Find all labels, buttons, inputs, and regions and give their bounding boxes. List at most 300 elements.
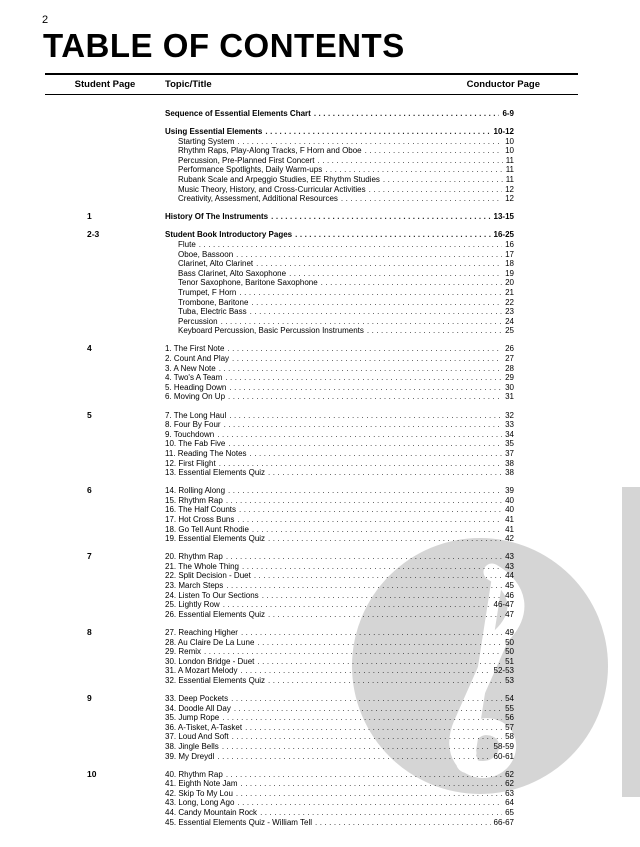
toc-entry	[165, 571, 514, 581]
dot-leader	[265, 127, 490, 137]
conductor-page-number: 50	[505, 637, 514, 647]
toc-entry	[165, 326, 514, 336]
toc-entry	[165, 127, 514, 137]
conductor-page-number: 62	[505, 769, 514, 779]
dot-leader	[236, 789, 502, 799]
entry-title: 15. Rhythm Rap	[165, 495, 223, 505]
entry-title: 29. Remix	[165, 647, 202, 657]
entry-title: 4. Two's A Team	[165, 373, 223, 383]
toc-entry	[165, 798, 514, 808]
toc-entries	[165, 127, 514, 204]
entry-title: 7. The Long Haul	[165, 410, 227, 420]
dot-leader	[268, 534, 502, 544]
entry-title: Student Book Introductory Pages	[165, 230, 293, 240]
conductor-page-number: 28	[505, 363, 514, 373]
toc-entry	[165, 392, 514, 402]
dot-leader	[383, 175, 503, 185]
dot-leader	[251, 298, 502, 308]
entry-title: Rubank Scale and Arpeggio Studies, EE Rhythm Studies	[178, 175, 380, 185]
entry-title: Using Essential Elements	[165, 127, 263, 137]
watermark-tab	[622, 487, 640, 797]
student-page-number: 5	[87, 409, 92, 420]
entry-title: 41. Eighth Note Jam	[165, 779, 238, 789]
conductor-page-number: 20	[505, 278, 514, 288]
entry-title: Performance Spotlights, Daily Warm-ups	[178, 165, 323, 175]
entry-title: 17. Hot Cross Buns	[165, 514, 235, 524]
conductor-page-number: 21	[505, 288, 514, 297]
dot-leader	[226, 496, 502, 506]
entry-title: Tuba, Electric Bass	[178, 307, 247, 317]
toc-entry	[165, 269, 514, 279]
dot-leader	[232, 732, 502, 742]
entry-title: 31. A Mozart Melody	[165, 666, 238, 676]
dot-leader	[229, 411, 502, 421]
entry-title: 9. Touchdown	[165, 429, 215, 439]
toc-group	[45, 411, 578, 478]
conductor-page-number: 27	[505, 354, 514, 364]
entry-title: 22. Split Decision - Duet	[165, 571, 251, 581]
student-page-number: 4	[87, 343, 92, 354]
entry-title: 21. The Whole Thing	[165, 561, 239, 571]
dot-leader	[217, 430, 502, 440]
toc-entry	[165, 534, 514, 544]
conductor-page-number: 63	[505, 788, 514, 798]
conductor-page-number: 47	[505, 609, 514, 619]
conductor-page-number: 65	[505, 808, 514, 817]
conductor-page-number: 19	[505, 268, 514, 278]
dot-leader	[228, 392, 502, 402]
entry-title: 18. Go Tell Aunt Rhodie	[165, 524, 249, 534]
toc-group	[45, 344, 578, 402]
toc-entry	[165, 591, 514, 601]
toc-entry	[165, 562, 514, 572]
conductor-page-number: 35	[505, 439, 514, 449]
dot-leader	[228, 439, 502, 449]
conductor-page-number: 56	[505, 713, 514, 723]
conductor-page-number: 40	[505, 505, 514, 515]
toc-entry	[165, 742, 514, 752]
dot-leader	[257, 657, 502, 667]
entry-title: Keyboard Percussion, Basic Percussion Instruments	[178, 326, 364, 336]
entry-title: 20. Rhythm Rap	[165, 552, 223, 562]
entry-title: 37. Loud And Soft	[165, 732, 229, 742]
entry-title: Percussion	[178, 316, 218, 326]
conductor-page-number: 41	[505, 514, 514, 524]
dot-leader	[241, 628, 502, 638]
entry-title: 23. March Steps	[165, 581, 224, 591]
toc-entry	[165, 610, 514, 620]
toc-entries	[165, 230, 514, 336]
student-page-number: 2-3	[87, 229, 100, 240]
entry-title: 16. The Half Counts	[165, 505, 237, 515]
conductor-page-number: 51	[505, 656, 514, 666]
entry-title: 45. Essential Elements Quiz - William Tell	[165, 817, 313, 827]
dot-leader	[199, 240, 502, 250]
conductor-page-number: 11	[505, 165, 514, 175]
entry-title: 38. Jingle Bells	[165, 741, 219, 751]
dot-leader	[225, 373, 502, 383]
dot-leader	[237, 137, 502, 147]
conductor-page-number: 60-61	[493, 751, 514, 761]
toc-entry	[165, 344, 514, 354]
conductor-page-number: 53	[505, 675, 514, 685]
entry-title: 6. Moving On Up	[165, 392, 226, 402]
dot-leader	[268, 468, 502, 478]
dot-leader	[228, 486, 502, 496]
conductor-page-number: 29	[505, 373, 514, 383]
conductor-page-number: 34	[505, 429, 514, 439]
toc-group	[45, 212, 578, 222]
entry-title: 1. The First Note	[165, 344, 225, 354]
toc-entry	[165, 459, 514, 469]
conductor-page-number: 12	[505, 194, 514, 204]
dot-leader	[219, 459, 502, 469]
entry-title: 11. Reading The Notes	[165, 448, 247, 458]
toc-group	[45, 770, 578, 828]
dot-leader	[239, 505, 502, 515]
toc-entry	[165, 420, 514, 430]
toc-content	[45, 73, 578, 827]
entry-title: 27. Reaching Higher	[165, 627, 238, 637]
toc-entry	[165, 439, 514, 449]
dot-leader	[268, 676, 502, 686]
toc-entry	[165, 307, 514, 317]
toc-entry	[165, 156, 514, 166]
entry-title: 34. Doodle All Day	[165, 703, 231, 713]
student-page-number: 8	[87, 626, 92, 637]
entry-title: Flute	[178, 240, 196, 250]
dot-leader	[234, 704, 502, 714]
dot-leader	[239, 288, 502, 298]
conductor-page-number: 50	[505, 647, 514, 657]
toc-entry	[165, 789, 514, 799]
conductor-page-number: 40	[505, 495, 514, 505]
dot-leader	[341, 194, 502, 204]
conductor-page-number: 58	[505, 732, 514, 742]
toc-entries	[165, 628, 514, 686]
toc-entry	[165, 373, 514, 383]
toc-group	[45, 628, 578, 686]
toc-entry	[165, 704, 514, 714]
dot-leader	[229, 383, 502, 393]
dot-leader	[315, 818, 491, 828]
toc-entry	[165, 818, 514, 828]
conductor-page-number: 58-59	[493, 741, 514, 751]
conductor-page-number: 45	[505, 581, 514, 591]
entry-title: 2. Count And Play	[165, 354, 230, 364]
toc-entry	[165, 165, 514, 175]
toc-entry	[165, 175, 514, 185]
conductor-page-number: 32	[505, 410, 514, 420]
toc-column-header	[45, 73, 578, 95]
entry-title: 26. Essential Elements Quiz	[165, 609, 266, 619]
toc-group	[45, 486, 578, 544]
toc-entry	[165, 194, 514, 204]
dot-leader	[232, 354, 502, 364]
conductor-page-number: 10	[505, 146, 514, 156]
dot-leader	[260, 808, 502, 818]
conductor-page-number: 24	[505, 316, 514, 326]
dot-leader	[217, 752, 490, 762]
conductor-page-number: 49	[505, 627, 514, 637]
dot-leader	[226, 552, 502, 562]
conductor-page-number: 11	[505, 175, 514, 185]
dot-leader	[236, 250, 502, 260]
conductor-page-number: 18	[505, 259, 514, 269]
toc-entry	[165, 770, 514, 780]
dot-leader	[369, 185, 502, 195]
entry-title: Tenor Saxophone, Baritone Saxophone	[178, 278, 318, 288]
toc-entry	[165, 628, 514, 638]
toc-entry	[165, 212, 514, 222]
conductor-page-number: 37	[505, 448, 514, 458]
toc-entry	[165, 732, 514, 742]
toc-entry	[165, 449, 514, 459]
toc-entry	[165, 808, 514, 818]
conductor-page-number: 46	[505, 590, 514, 600]
conductor-page-number: 16	[505, 240, 514, 250]
toc-group	[45, 694, 578, 761]
entry-title: Creativity, Assessment, Additional Resources	[178, 194, 338, 204]
entry-title: Starting System	[178, 136, 235, 146]
dot-leader	[224, 420, 503, 430]
conductor-page-number: 30	[505, 382, 514, 392]
dot-leader	[321, 278, 502, 288]
dot-leader	[226, 581, 502, 591]
entry-title: Music Theory, History, and Cross-Curricular Activities	[178, 184, 366, 194]
dot-leader	[254, 571, 502, 581]
conductor-page-number: 42	[505, 534, 514, 544]
column-label-topic-title: Topic/Title	[165, 79, 212, 90]
entry-title: 40. Rhythm Rap	[165, 769, 223, 779]
conductor-page-number: 64	[505, 798, 514, 808]
conductor-page-number: 13-15	[493, 212, 514, 222]
toc-entries	[165, 212, 514, 222]
dot-leader	[367, 326, 502, 336]
entry-title: Bass Clarinet, Alto Saxophone	[178, 268, 287, 278]
toc-entry	[165, 647, 514, 657]
dot-leader	[237, 515, 502, 525]
entry-title: 42. Skip To My Lou	[165, 788, 233, 798]
conductor-page-number: 52-53	[493, 666, 514, 676]
conductor-page-number: 22	[505, 297, 514, 307]
entry-title: 19. Essential Elements Quiz	[165, 534, 266, 544]
toc-entry	[165, 185, 514, 195]
dot-leader	[223, 600, 491, 610]
toc-entry	[165, 515, 514, 525]
toc-group	[45, 230, 578, 336]
dot-leader	[262, 591, 502, 601]
toc-entries	[165, 109, 514, 119]
dot-leader	[227, 344, 502, 354]
toc-entry	[165, 259, 514, 269]
toc-entry	[165, 137, 514, 147]
entry-title: 32. Essential Elements Quiz	[165, 675, 266, 685]
entry-title: 25. Lightly Row	[165, 600, 220, 610]
dot-leader	[295, 230, 490, 240]
toc-entry	[165, 146, 514, 156]
dot-leader	[245, 723, 502, 733]
entry-title: 8. Four By Four	[165, 420, 221, 430]
page-folio-number: 2	[42, 14, 49, 26]
entry-title: 35. Jump Rope	[165, 713, 220, 723]
toc-entry	[165, 288, 514, 298]
student-page-number	[45, 109, 165, 119]
toc-entry	[165, 230, 514, 240]
toc-entry	[165, 364, 514, 374]
toc-entry	[165, 581, 514, 591]
conductor-page-number: 38	[505, 468, 514, 478]
conductor-page-number: 38	[505, 458, 514, 468]
toc-entry	[165, 723, 514, 733]
toc-entry	[165, 600, 514, 610]
student-page-number: 10	[87, 768, 97, 779]
conductor-page-number: 43	[505, 552, 514, 562]
conductor-page-number: 6-9	[502, 109, 514, 118]
student-page-number: 6	[87, 485, 92, 496]
entry-title: 30. London Bridge - Duet	[165, 656, 255, 666]
toc-entry	[165, 525, 514, 535]
entry-title: 28. Au Claire De La Lune	[165, 637, 255, 647]
toc-entry	[165, 354, 514, 364]
entry-title: 14. Rolling Along	[165, 486, 226, 496]
toc-group	[45, 552, 578, 619]
toc-entry	[165, 505, 514, 515]
entry-title: 5. Heading Down	[165, 382, 227, 392]
toc-entries	[165, 694, 514, 761]
conductor-page-number: 25	[505, 326, 514, 336]
conductor-page-number: 16-25	[493, 230, 514, 240]
conductor-page-number: 39	[505, 486, 514, 496]
entry-title: Clarinet, Alto Clarinet	[178, 259, 254, 269]
toc-entries	[165, 344, 514, 402]
toc-entry	[165, 496, 514, 506]
dot-leader	[365, 146, 502, 156]
conductor-page-number: 31	[505, 392, 514, 402]
conductor-page-number: 26	[505, 344, 514, 354]
entry-title: Sequence of Essential Elements Chart	[165, 109, 311, 118]
student-page-number	[45, 127, 165, 204]
toc-entry	[165, 779, 514, 789]
entry-title: 36. A-Tisket, A-Tasket	[165, 722, 243, 732]
toc-group	[45, 109, 578, 119]
dot-leader	[231, 694, 502, 704]
conductor-page-number: 10	[505, 136, 514, 146]
dot-leader	[289, 269, 502, 279]
student-page-number: 7	[87, 551, 92, 562]
page-title: TABLE OF CONTENTS	[43, 27, 405, 64]
toc-entry	[165, 250, 514, 260]
dot-leader	[250, 449, 503, 459]
toc-entry	[165, 240, 514, 250]
dot-leader	[256, 259, 502, 269]
dot-leader	[314, 109, 500, 119]
toc-entries	[165, 411, 514, 478]
conductor-page-number: 44	[505, 571, 514, 581]
toc-entry	[165, 411, 514, 421]
student-page-number: 9	[87, 692, 92, 703]
entry-title: 44. Candy Mountain Rock	[165, 808, 258, 817]
conductor-page-number: 43	[505, 561, 514, 571]
toc-entries	[165, 486, 514, 544]
toc-entry	[165, 752, 514, 762]
dot-leader	[325, 165, 502, 175]
entry-title: 10. The Fab Five	[165, 439, 226, 449]
toc-entries	[165, 552, 514, 619]
dot-leader	[240, 779, 502, 789]
dot-leader	[222, 742, 491, 752]
conductor-page-number: 46-47	[493, 600, 514, 610]
toc-entry	[165, 486, 514, 496]
dot-leader	[221, 317, 503, 327]
conductor-page-number: 12	[505, 184, 514, 194]
toc-entry	[165, 638, 514, 648]
toc-entry	[165, 552, 514, 562]
entry-title: Percussion, Pre-Planned First Concert	[178, 155, 315, 165]
toc-entry	[165, 109, 514, 119]
entry-title: 12. First Flight	[165, 458, 216, 468]
toc-entry	[165, 298, 514, 308]
conductor-page-number: 11	[505, 155, 514, 165]
toc-entries	[165, 770, 514, 828]
column-label-student-page: Student Page	[74, 79, 136, 90]
toc-entry	[165, 383, 514, 393]
student-page-number: 1	[87, 211, 92, 222]
conductor-page-number: 10-12	[493, 127, 514, 137]
dot-leader	[252, 525, 502, 535]
conductor-page-number: 23	[505, 307, 514, 317]
conductor-page-number: 57	[505, 722, 514, 732]
entry-title: 24. Listen To Our Sections	[165, 590, 259, 600]
conductor-page-number: 55	[505, 703, 514, 713]
dot-leader	[204, 647, 502, 657]
toc-entry	[165, 713, 514, 723]
dot-leader	[226, 770, 502, 780]
entry-title: Trumpet, F Horn	[178, 288, 237, 297]
entry-title: Trombone, Baritone	[178, 297, 249, 307]
entry-title: History Of The Instruments	[165, 212, 269, 222]
dot-leader	[242, 562, 502, 572]
conductor-page-number: 54	[505, 693, 514, 703]
conductor-page-number: 66-67	[493, 817, 514, 827]
entry-title: 13. Essential Elements Quiz	[165, 468, 266, 478]
dot-leader	[222, 713, 502, 723]
dot-leader	[219, 364, 502, 374]
dot-leader	[237, 798, 502, 808]
toc-entry	[165, 468, 514, 478]
entry-title: Rhythm Raps, Play-Along Tracks, F Horn and Oboe	[178, 146, 362, 156]
dot-leader	[318, 156, 503, 166]
toc-entry	[165, 666, 514, 676]
entry-title: 43. Long, Long Ago	[165, 798, 235, 808]
dot-leader	[257, 638, 502, 648]
dot-leader	[271, 212, 490, 222]
toc-entry	[165, 278, 514, 288]
entry-title: 3. A New Note	[165, 363, 216, 373]
dot-leader	[268, 610, 502, 620]
column-label-conductor-page: Conductor Page	[466, 79, 540, 90]
conductor-page-number: 33	[505, 420, 514, 430]
toc-entry	[165, 657, 514, 667]
conductor-page-number: 17	[505, 249, 514, 259]
entry-title: 39. My Dreydl	[165, 751, 215, 761]
conductor-page-number: 62	[505, 779, 514, 789]
conductor-page-number: 41	[505, 524, 514, 534]
dot-leader	[240, 666, 490, 676]
dot-leader	[250, 307, 502, 317]
toc-entry	[165, 694, 514, 704]
toc-entry	[165, 430, 514, 440]
